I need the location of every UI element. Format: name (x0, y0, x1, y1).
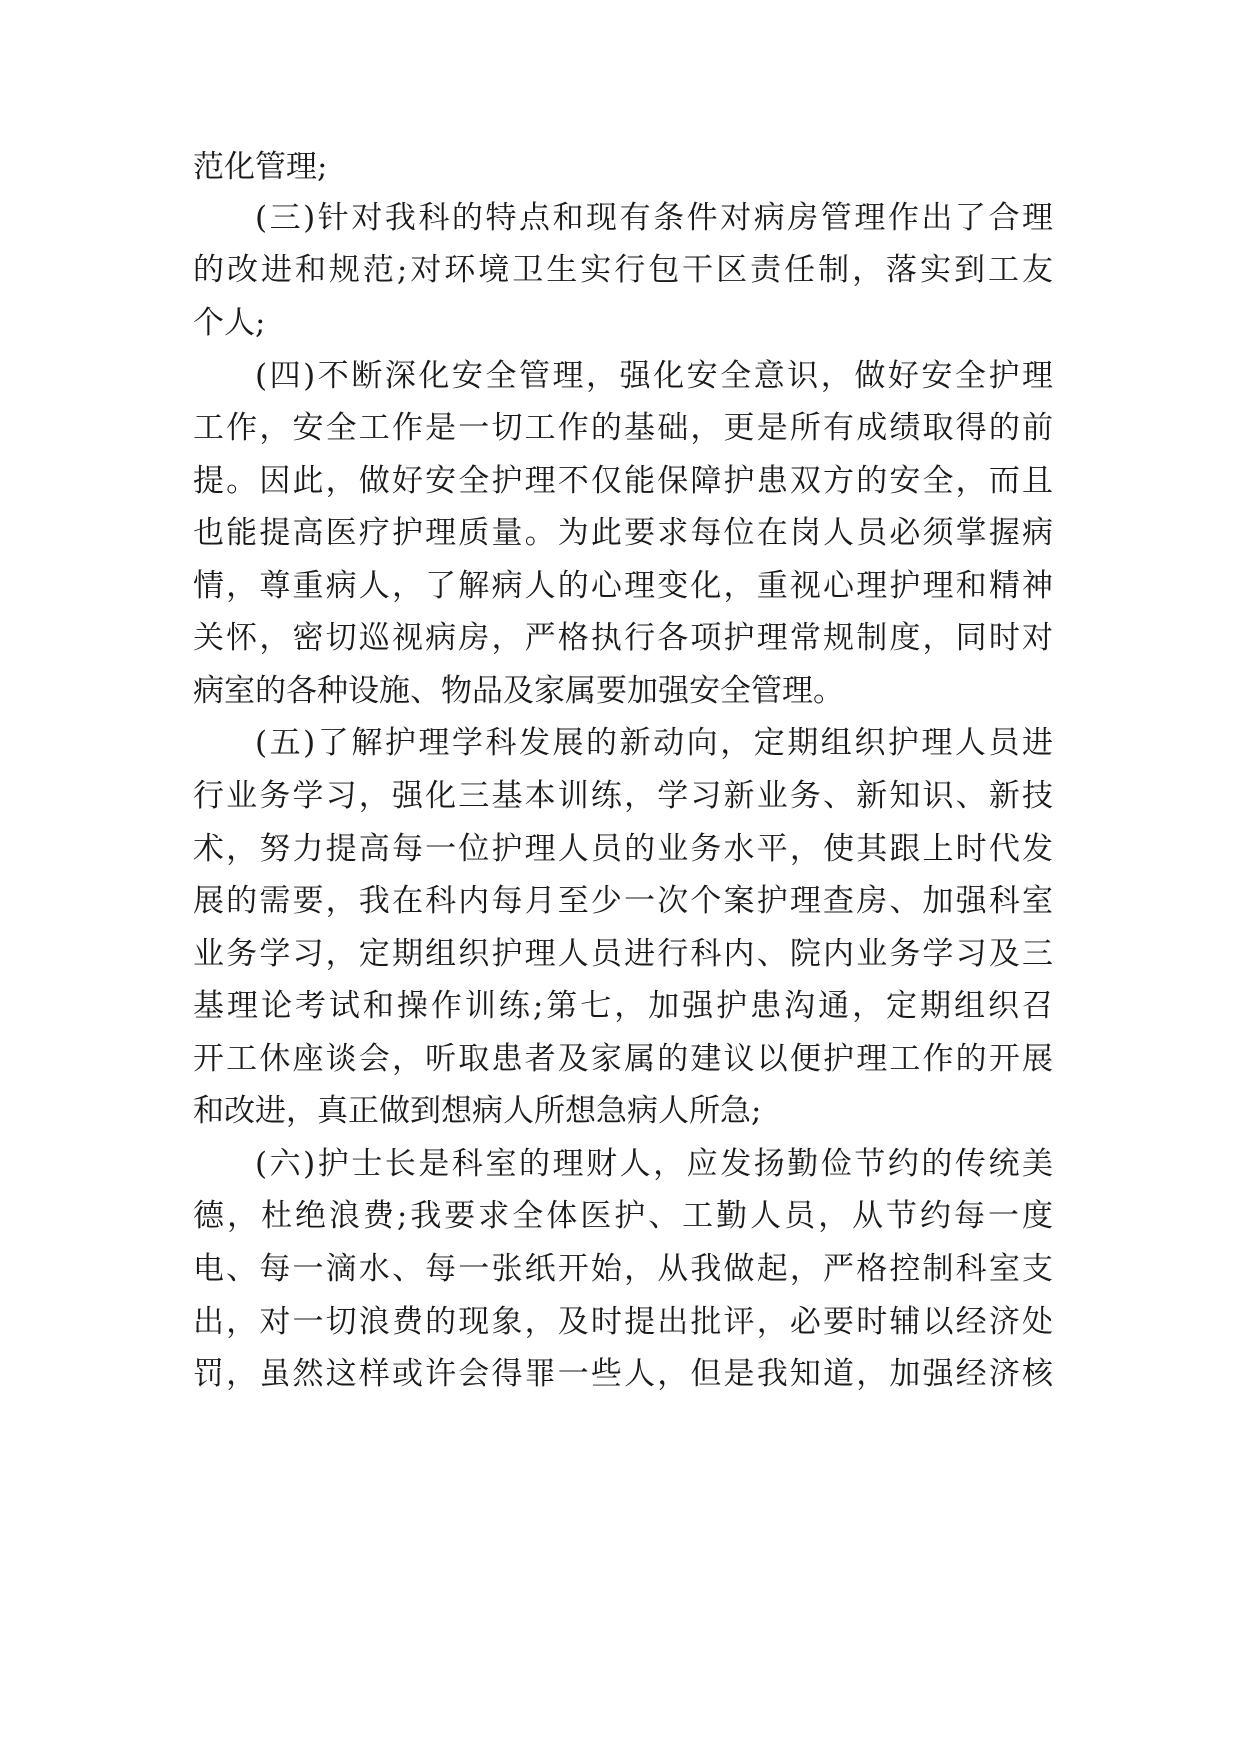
text-line: 工作，安全工作是一切工作的基础，更是所有成绩取得的前 (193, 410, 1053, 446)
text-line: 基理论考试和操作训练;第七，加强护患沟通，定期组织召 (193, 988, 1053, 1024)
text-line: 的改进和规范;对环境卫生实行包干区责任制，落实到工友 (193, 252, 1053, 288)
text-line: 出，对一切浪费的现象，及时提出批评，必要时辅以经济处 (193, 1304, 1053, 1340)
text-line: 业务学习，定期组织护理人员进行科内、院内业务学习及三 (193, 936, 1053, 972)
text-line: 病室的各种设施、物品及家属要加强安全管理。 (193, 673, 844, 709)
text-line: 罚，虽然这样或许会得罪一些人，但是我知道，加强经济核 (193, 1356, 1053, 1392)
text-line: 范化管理; (193, 149, 328, 185)
text-line: 展的需要，我在科内每月至少一次个案护理查房、加强科室 (193, 883, 1053, 919)
text-line: 个人; (193, 305, 266, 341)
text-line: (四)不断深化安全管理，强化安全意识，做好安全护理 (255, 358, 1053, 394)
text-line: 关怀，密切巡视病房，严格执行各项护理常规制度，同时对 (193, 620, 1053, 656)
text-line: 也能提高医疗护理质量。为此要求每位在岗人员必须掌握病 (193, 515, 1053, 551)
text-line: 电、每一滴水、每一张纸开始，从我做起，严格控制科室支 (193, 1251, 1053, 1287)
text-line: 情，尊重病人，了解病人的心理变化，重视心理护理和精神 (193, 568, 1053, 604)
text-line: 提。因此，做好安全护理不仅能保障护患双方的安全，而且 (193, 463, 1053, 499)
text-line: 德，杜绝浪费;我要求全体医护、工勤人员，从节约每一度 (193, 1198, 1053, 1234)
text-line: (六)护士长是科室的理财人，应发扬勤俭节约的传统美 (255, 1146, 1053, 1182)
text-line: 术，努力提高每一位护理人员的业务水平，使其跟上时代发 (193, 831, 1053, 867)
text-line: (五)了解护理学科发展的新动向，定期组织护理人员进 (255, 725, 1053, 761)
text-line: 开工休座谈会，听取患者及家属的建议以便护理工作的开展 (193, 1041, 1053, 1077)
text-line: 和改进，真正做到想病人所想急病人所急; (193, 1093, 762, 1129)
text-line: (三)针对我科的特点和现有条件对病房管理作出了合理 (255, 200, 1053, 236)
text-line: 行业务学习，强化三基本训练，学习新业务、新知识、新技 (193, 778, 1053, 814)
